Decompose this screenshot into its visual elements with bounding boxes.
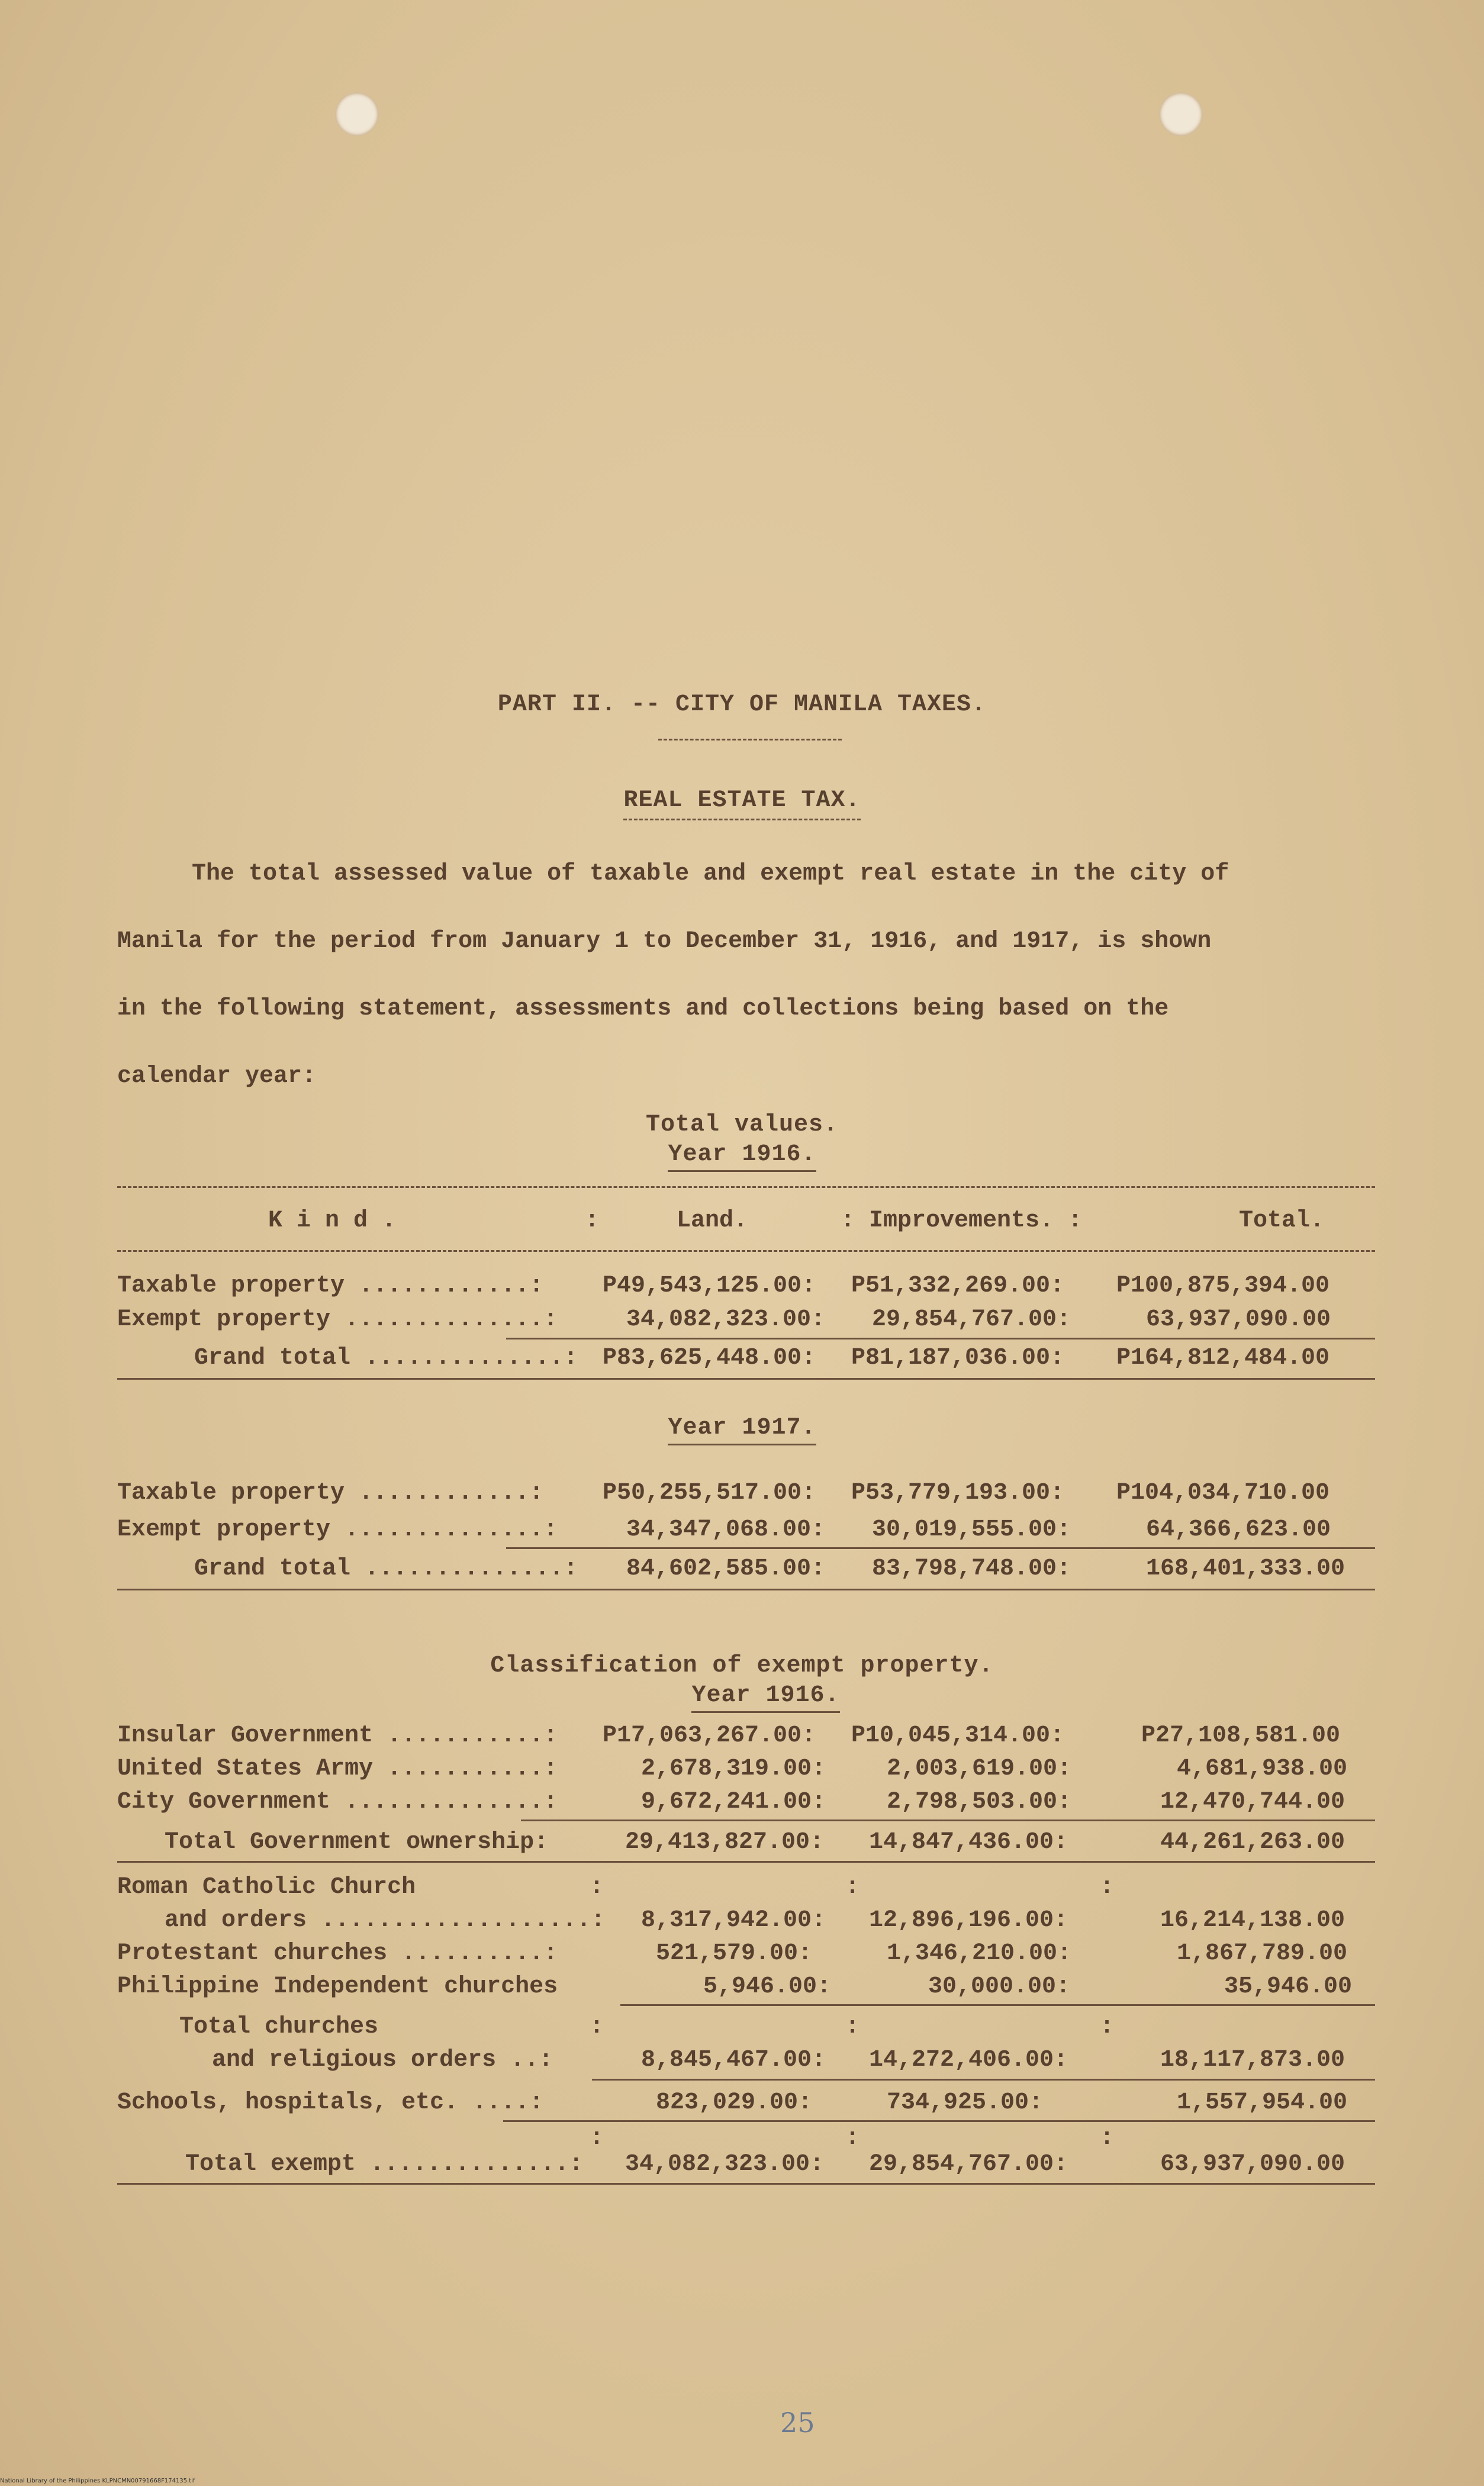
table-header-rule bbox=[117, 1250, 1375, 1252]
table-row: United States Army ...........: 2,678,319.00: 2,003,619.00: 4,681,938.00 bbox=[117, 1756, 1348, 1782]
year-1916-label: Year 1916. bbox=[0, 1141, 1484, 1172]
total-values-heading: Total values. bbox=[645, 1112, 839, 1138]
table-row: Grand total ..............: 84,602,585.00: 83,798,748.00: 168,401,333.00 bbox=[194, 1556, 1345, 1582]
title-underline bbox=[658, 739, 842, 740]
classification-heading: Classification of exempt property. bbox=[490, 1653, 994, 1679]
subtotal-underline bbox=[506, 1338, 1375, 1339]
header-improvements: : Improvements. : bbox=[841, 1207, 1083, 1234]
intro-paragraph: The total assessed value of taxable and exempt real estate in the city of Manila for the period from January 1 to December 31, 1916, and 1917, is shown in the following statement, assessments and collections being based on the calendar year: bbox=[117, 861, 1229, 1090]
subtotal-underline bbox=[506, 1547, 1375, 1549]
table-row: Roman Catholic Church : : : bbox=[117, 1874, 1115, 1901]
table-row: Total churches : : : bbox=[179, 2014, 1115, 2040]
punch-hole-left bbox=[335, 92, 379, 136]
grand-total-rule bbox=[117, 1589, 1375, 1590]
page-title: PART II. -- CITY OF MANILA TAXES. bbox=[497, 691, 987, 718]
subtotal-underline bbox=[620, 2004, 1375, 2006]
table-header bbox=[117, 1207, 1375, 1238]
classification-year-label: Year 1916. bbox=[0, 1682, 1484, 1713]
table-row: and religious orders ..: 8,845,467.00: 14,272,406.00: 18,117,873.00 bbox=[212, 2047, 1345, 2073]
scan-footer: National Library of the Philippines KLPNCMN00791668F174135.tif bbox=[0, 2478, 195, 2484]
table-row: Protestant churches ..........: 521,579.00: 1,346,210.00: 1,867,789.00 bbox=[117, 1940, 1348, 1967]
header-land: Land. bbox=[677, 1207, 748, 1234]
table-row: Schools, hospitals, etc. ....: 823,029.00: 734,925.00: 1,557,954.00 bbox=[117, 2089, 1348, 2116]
table-row: Exempt property ..............: 34,347,068.00: 30,019,555.00: 64,366,623.00 bbox=[117, 1516, 1331, 1543]
table-row: and orders ...................: 8,317,942.00: 12,896,196.00: 16,214,138.00 bbox=[165, 1907, 1345, 1934]
subtotal-rule bbox=[117, 1861, 1375, 1863]
table-row: Total Government ownership: 29,413,827.00: 14,847,436.00: 44,261,263.00 bbox=[165, 1829, 1345, 1856]
table-row: : : : bbox=[590, 2125, 1115, 2152]
section-subtitle: REAL ESTATE TAX. bbox=[0, 787, 1484, 820]
subtotal-underline bbox=[503, 2120, 1375, 2122]
table-top-rule bbox=[117, 1186, 1375, 1188]
table-row: City Government ..............: 9,672,241.00: 2,798,503.00: 12,470,744.00 bbox=[117, 1789, 1345, 1815]
table-row: Total exempt ..............: 34,082,323.00: 29,854,767.00: 63,937,090.00 bbox=[185, 2151, 1345, 2178]
grand-total-rule bbox=[117, 1378, 1375, 1380]
year-1917-label: Year 1917. bbox=[0, 1415, 1484, 1445]
page-number: 25 bbox=[780, 2407, 815, 2439]
total-exempt-rule bbox=[117, 2183, 1375, 2185]
table-row: Exempt property ..............: 34,082,323.00: 29,854,767.00: 63,937,090.00 bbox=[117, 1306, 1331, 1333]
punch-hole-right bbox=[1159, 92, 1203, 136]
subtotal-underline bbox=[521, 1820, 1375, 1821]
header-kind: K i n d . bbox=[268, 1207, 397, 1234]
table-row: Grand total ..............: P83,625,448.00: P81,187,036.00: P164,812,484.00 bbox=[194, 1345, 1330, 1371]
table-row: Taxable property ............: P50,255,517.00: P53,779,193.00: P104,034,710.00 bbox=[117, 1480, 1330, 1506]
table-row: Insular Government ...........: P17,063,267.00: P10,045,314.00: P27,108,581.00 bbox=[117, 1722, 1341, 1749]
table-row: Philippine Independent churches 5,946.00: 30,000.00: 35,946.00 bbox=[117, 1973, 1353, 2000]
subtotal-rule bbox=[592, 2079, 1375, 2081]
table-row: Taxable property ............: P49,543,125.00: P51,332,269.00: P100,875,394.00 bbox=[117, 1273, 1330, 1299]
header-total: Total. bbox=[1239, 1207, 1325, 1234]
header-colon: : bbox=[585, 1207, 600, 1234]
